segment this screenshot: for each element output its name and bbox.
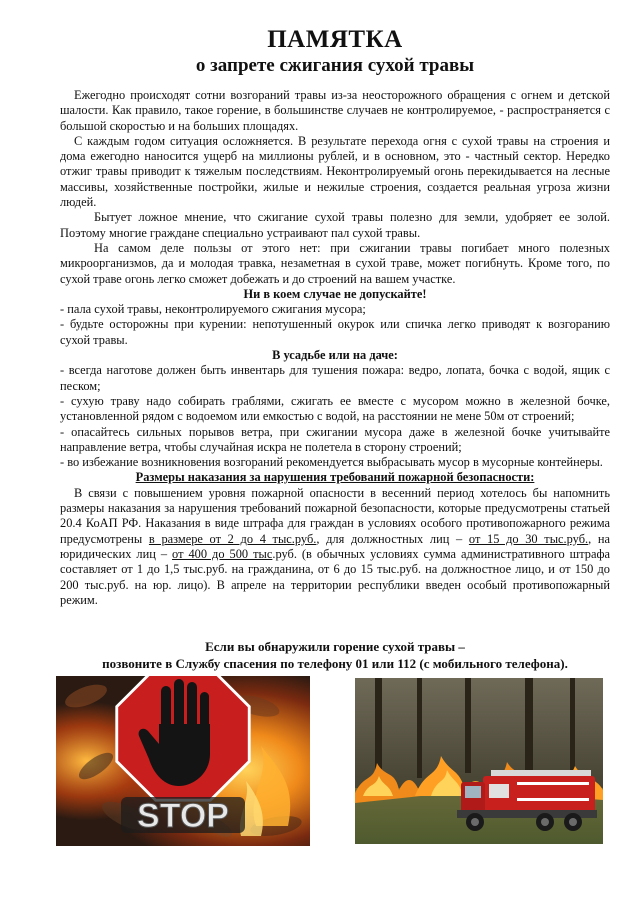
- prohibit-item-2: - будьте осторожны при курении: непотушенный окурок или спичка легко приводят к возгоранию сухой травы.: [60, 317, 610, 347]
- fines-text-1: В связи с повышением уровня пожарной опасности в весенний период хотелось бы напомнить размеры наказания за нарушения требований пожарной безопасности, которые предусмотрены статьей 20.4 КоАП РФ. Наказания в виде штрафа для граждан в условиях особого противопожарного режима предусмотрены: [60, 485, 610, 546]
- intro-paragraph-4: На самом деле пользы от этого нет: при сжигании травы погибает много полезных микроорганизмов, да и молодая травка, незаметная в сухой траве, может погибнуть. Кроме того, по сухой траве огонь легко сможет добежать и до строений на вашем участке.: [60, 240, 610, 286]
- dacha-item-1: - всегда наготове должен быть инвентарь для тушения пожара: ведро, лопата, бочка с водой, ящик с песком;: [60, 363, 610, 393]
- fines-text-4: .руб. (в обычных условиях сумма административного штрафа составляет от 1 до 1,5 тыс.руб. на гражданина, от 6 до 15 тыс.руб. на должностное лицо, и от 150 до 200 тыс.руб. на юр. лицо). В апреле на территории республики введен особый противопожарный режим.: [60, 546, 611, 607]
- dacha-item-3: - опасайтесь сильных порывов ветра, при сжигании мусора даже в железной бочке учитывайте направление ветра, чтобы случайная искра не полетела в сторону строений;: [60, 424, 610, 454]
- fire-truck-image: [355, 678, 603, 844]
- fines-text-3: , на юридических лиц –: [60, 531, 611, 561]
- prohibit-heading: Ни в коем случае не допускайте!: [243, 286, 427, 301]
- dacha-item-4: - во избежание возникновения возгораний рекомендуется выбрасывать мусор в мусорные контейнеры.: [60, 455, 603, 470]
- fine-officials: от 15 до 30 тыс.руб.: [468, 531, 589, 546]
- stop-sign-text: STOP: [137, 797, 229, 835]
- page-subtitle: о запрете сжигания сухой травы: [195, 55, 475, 76]
- memo-document: [60, 26, 610, 608]
- stop-label: [121, 797, 245, 835]
- fines-heading: Размеры наказания за нарушения требований пожарной безопасности:: [135, 470, 535, 485]
- stop-fire-image: [56, 676, 310, 846]
- fine-legal-entities: от 400 до 500 тыс: [172, 546, 273, 561]
- page-title: ПАМЯТКА: [267, 26, 403, 53]
- emergency-callout: [60, 638, 610, 672]
- callout-line-1: Если вы обнаружили горение сухой травы –: [205, 639, 465, 654]
- stop-sign: [117, 676, 249, 800]
- intro-paragraph-1: Ежегодно происходят сотни возгораний травы из-за неосторожного обращения с огнем и детской шалости. Как правило, такое горение, в большинстве случаев не контролируемое, - распространяется с большой скоростью и на больших площадях.: [60, 88, 610, 133]
- prohibit-item-1: - пала сухой травы, неконтролируемого сжигания мусора;: [60, 302, 366, 317]
- callout-line-2: позвоните в Службу спасения по телефону 01 или 112 (с мобильного телефона).: [102, 656, 568, 671]
- dacha-item-2: - сухую траву надо собирать граблями, сжигать ее вместе с мусором можно в железной бочке, установленной рядом с водоемом или емкостью с водой, на расстоянии не мене 50м от строений;: [60, 393, 610, 424]
- fines-paragraph: [60, 486, 610, 608]
- memo-body: [60, 88, 610, 608]
- intro-paragraph-2: С каждым годом ситуация осложняется. В результате перехода огня с сухой травы на строения и дома ежегодно наносится ущерб на миллионы рублей, и в основном, это - частный сектор. Нередко отжиг травы приводит к тяжелым последствиям. Неконтролируемый огонь перекидывается на лесные массивы, хозяйственные постройки, жилые и нежилые строения, создается реальная угроза жизни людей.: [60, 133, 610, 210]
- fines-text-2: , для должностных лиц –: [316, 531, 469, 546]
- fine-citizens: в размере от 2 до 4 тыс.руб.: [148, 531, 317, 546]
- intro-paragraph-3: Бытует ложное мнение, что сжигание сухой травы полезно для земли, удобряет ее золой. Поэтому многие граждане специально устраивают пал сухой травы.: [60, 210, 610, 240]
- dacha-heading: В усадьбе или на даче:: [272, 348, 398, 363]
